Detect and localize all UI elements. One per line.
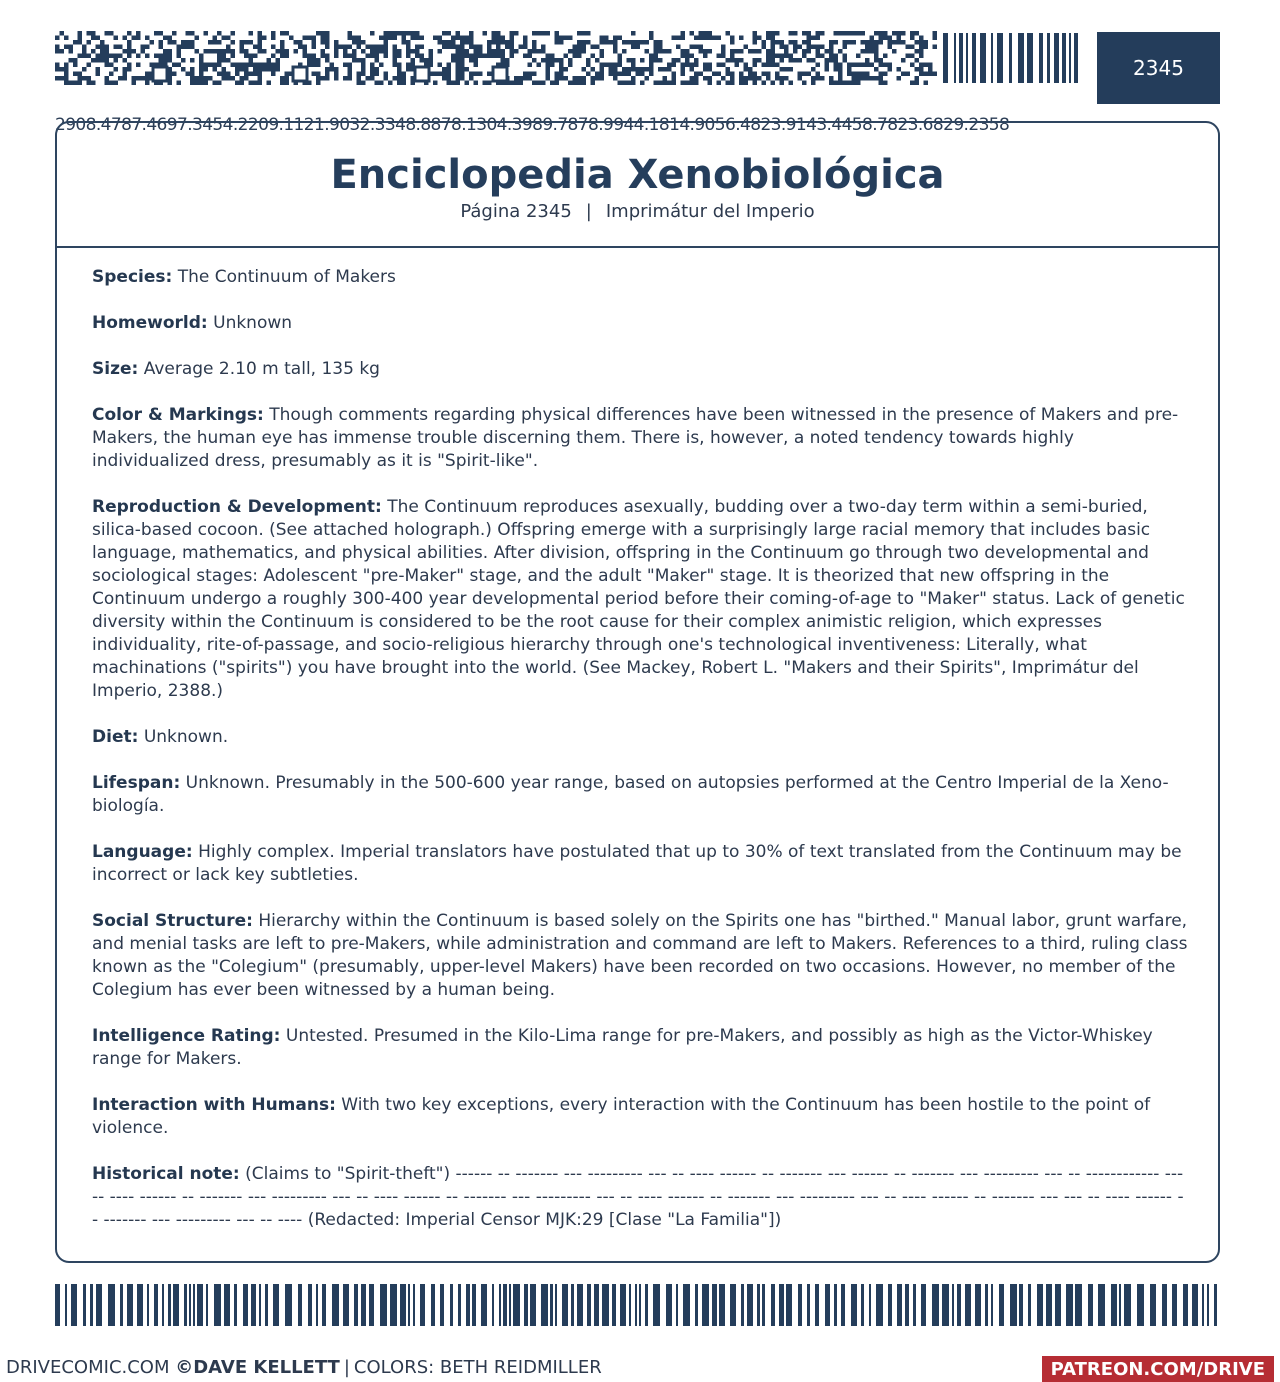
barcode-bar [741,1284,744,1326]
barcode-bar [285,1284,292,1326]
code-bar [1009,33,1012,83]
barcode-bar [298,1284,302,1326]
code-bar [972,33,976,83]
barcode-bar [851,1284,857,1326]
entry-text: Unknown. [143,727,229,747]
page-number-box [1097,32,1220,104]
barcode-bar [400,1284,406,1326]
barcode-bar [259,1284,261,1326]
barcode-bar [897,1284,902,1326]
qr-code-strip-graphic [55,31,1085,85]
barcode-bar [162,1284,164,1326]
barcode-bar [798,1284,802,1326]
barcode-bar [975,1284,981,1326]
barcode-bar [666,1284,672,1326]
barcode-bar [197,1284,203,1326]
barcode-bar [762,1284,765,1326]
barcode-bar [1207,1284,1209,1326]
barcode-bar [594,1284,599,1326]
barcode-bar [876,1284,883,1326]
barcode-bar [1119,1284,1121,1326]
barcode-bar [380,1284,387,1326]
entry-reproduction [92,496,1188,703]
barcode-bar [1202,1284,1204,1326]
patreon-link[interactable] [1042,1356,1274,1382]
entry-text: Though comments regarding physical differences have been witnessed in the presence of Makers and pre-Makers, the human eye has immense trouble discerning them. There is, however, a noted tendency towards highly individualized dress, presumably as it is "Spirit-like". [92,405,1179,471]
barcode-bar [942,1284,949,1326]
entry-historical-note [92,1163,1188,1232]
barcode-bar [513,1284,520,1326]
barcode-bar [189,1284,191,1326]
barcode-bar [308,1284,312,1326]
barcode-bar [602,1284,609,1326]
entry-social-structure [92,910,1188,1002]
code-bar [991,33,993,83]
barcode-bar [492,1284,494,1326]
barcode-bar [499,1284,501,1326]
barcode-bar [719,1284,725,1326]
barcode-bar [834,1284,837,1326]
entry-text: (Claims to "Spirit-theft") ------ -- ------- --- --------- --- -- ---- ------ -- ------- --- ------ -- ------- --- --------- --- -- ------------ --- -- ---- ------ -- ------- --- --------- --- -- ---- ------ -- ------- --- --------- --- -- ---- ------ -- ------- --- --------- --- -- ---- ------ -- ------- --- --- -- ---- ------ -- ------- --- --------- --- -- ---- (Redacted: Imperial Censor MJK:29 [Clase "La Familia"]) [92,1164,1184,1230]
barcode-bar [1162,1284,1167,1326]
barcode-bar [1075,1284,1082,1326]
barcode-bar [985,1284,988,1326]
barcode-bar [224,1284,230,1326]
page-label: Página 2345 [460,201,572,222]
barcode-bar [1150,1284,1156,1326]
barcode-bar [1028,1284,1031,1326]
barcode-bar [408,1284,410,1326]
code-bar [959,33,963,83]
barcode-bar [127,1284,133,1326]
entry-label: Language: [92,842,193,862]
entry-label: Intelligence Rating: [92,1026,281,1046]
barcode-bar [620,1284,626,1326]
barcode-bar [251,1284,256,1326]
barcode-bar [273,1284,279,1326]
footer-credits [6,1356,602,1380]
barcode-bar [316,1284,318,1326]
barcode-bar [695,1284,698,1326]
barcode-bar [1214,1284,1217,1326]
barcode-bar [771,1284,775,1326]
barcode-bar [807,1284,810,1326]
barcode-bar [137,1284,143,1326]
barcode-bar [712,1284,717,1326]
barcode-bar [243,1284,248,1326]
barcode-bar [683,1284,690,1326]
patreon-label: PATREON.COM/DRIVE [1050,1358,1265,1380]
barcode-bar [332,1284,339,1326]
finder-square [153,67,167,81]
barcode-bar [168,1284,171,1326]
entry-text: Untested. Presumed in the Kilo-Lima range for pre-Makers, and possibly as high as the Victor-Whiskey range for Makers. [92,1026,1153,1069]
barcode-bar [481,1284,487,1326]
barcode-bar [921,1284,926,1326]
barcode-bar [629,1284,631,1326]
barcode-bar [1124,1284,1131,1326]
barcode-bar [639,1284,641,1326]
barcode-bar [343,1284,349,1326]
code-bar [1027,33,1033,83]
barcode-bar [1046,1284,1052,1326]
finder-square [493,67,507,81]
barcode-bar [173,1284,179,1326]
barcode-bar [635,1284,637,1326]
barcode-bar [1192,1284,1198,1326]
entry-label: Interaction with Humans: [92,1095,336,1115]
footer-barcode-graphic [55,1284,1220,1326]
barcode-bar [587,1284,591,1326]
barcode-bar [147,1284,149,1326]
barcode-bar [952,1284,954,1326]
barcode-bar [932,1284,939,1326]
page-number: 2345 [1133,56,1184,80]
barcode-bar [825,1284,830,1326]
barcode-bar [431,1284,435,1326]
encyclopedia-card [55,121,1220,1263]
barcode-bar [612,1284,616,1326]
entry-interaction-humans [92,1094,1188,1140]
entry-lifespan [92,772,1188,818]
entry-homeworld [92,312,1188,335]
barcode-bar [71,1284,77,1326]
barcode-bar [702,1284,709,1326]
code-bar [1039,33,1043,83]
site-link[interactable]: DRIVECOMIC.COM [6,1357,170,1378]
barcode-bar [524,1284,528,1326]
entry-label: Size: [92,359,139,379]
entry-text: With two key exceptions, every interaction with the Continuum has been hostile to the point of violence. [92,1095,1151,1138]
barcode-bar [1137,1284,1144,1326]
barcode-bar [1098,1284,1105,1326]
barcode-bar [957,1284,961,1326]
barcode-bar [420,1284,425,1326]
barcode-bar [999,1284,1004,1326]
barcode-bar [154,1284,158,1326]
barcode-bar [369,1284,374,1326]
barcode-bar [913,1284,916,1326]
header-code-strip [55,31,1085,135]
barcode-bar [472,1284,476,1326]
barcode-bar [888,1284,892,1326]
barcode-bar [577,1284,583,1326]
barcode-bar [757,1284,760,1326]
code-bar [1054,33,1059,83]
barcode-bar [458,1284,461,1326]
entry-label: Historical note: [92,1164,240,1184]
barcode-bar [503,1284,507,1326]
barcode-bar [779,1284,784,1326]
code-bar [980,33,986,83]
barcode-bar [55,1284,60,1326]
barcode-bar [1010,1284,1017,1326]
entry-label: Diet: [92,727,139,747]
code-bar [943,33,948,83]
barcode-bar [991,1284,993,1326]
subtitle [57,201,1218,222]
copyright-owner: ©DAVE KELLETT [175,1357,340,1378]
entry-list [92,266,1188,1255]
imprint: Imprimátur del Imperio [605,201,815,222]
barcode-bar [184,1284,187,1326]
barcode-bar [555,1284,557,1326]
barcode-bar [1066,1284,1073,1326]
barcode-bar [550,1284,553,1326]
entry-text: The Continuum of Makers [177,267,396,287]
barcode-bar [815,1284,819,1326]
barcode-bar [730,1284,736,1326]
barcode-bar [265,1284,268,1326]
code-bar [1062,33,1066,83]
entry-color-markings [92,404,1188,473]
barcode-bar [541,1284,548,1326]
barcode-bar [562,1284,568,1326]
code-bar [1047,33,1050,83]
barcode-bar [645,1284,648,1326]
entry-label: Homeworld: [92,313,208,333]
barcode-bar [786,1284,792,1326]
barcode-bar [841,1284,845,1326]
finder-square [415,67,429,81]
code-bar [1018,33,1024,83]
colors-credit: COLORS: BETH REIDMILLER [353,1357,602,1378]
barcode-bar [869,1284,871,1326]
barcode-bar [108,1284,115,1326]
barcode-bar [96,1284,102,1326]
entry-label: Reproduction & Development: [92,497,382,517]
code-bar [997,33,1003,83]
barcode-bar [965,1284,971,1326]
finder-square [293,67,307,81]
entry-language [92,841,1188,887]
barcode-bar [1055,1284,1061,1326]
subtitle-separator: | [585,201,592,222]
entry-diet [92,726,1188,749]
barcode-bar [1019,1284,1023,1326]
barcode-bar [90,1284,93,1326]
barcode-bar [322,1284,326,1326]
barcode-bar [1037,1284,1043,1326]
barcode-bar [450,1284,453,1326]
barcode-bar [234,1284,237,1326]
code-bar [954,33,956,83]
barcode-bar [466,1284,470,1326]
serial-number: 2908.4787.4697.3454.2209.1121.9032.3348.8878.1304.3989.7878.9944.1814.9056.4823.9143.4458.7823.6829.2358 [55,115,1010,135]
entry-label: Color & Markings: [92,405,264,425]
barcode-bar [530,1284,536,1326]
entry-text: Unknown. Presumably in the 500-600 year range, based on autopsies performed at the Centro Imperial de la Xeno-biología. [92,773,1169,816]
entry-intelligence-rating [92,1025,1188,1071]
entry-text: Hierarchy within the Continuum is based solely on the Spirits one has "birthed." Manual labor, grunt warfare, and menial tasks are left to pre-Makers, while administration and command are left to Makers. References to a third, ruling class known as the "Colegium" (presumably, upper-level Makers) have been recorded on two occasions. However, no member of the Colegium has ever been witnessed by a human being. [92,911,1188,1000]
entry-label: Species: [92,267,173,287]
barcode-bar [653,1284,660,1326]
barcode-bar [747,1284,753,1326]
barcode-bar [676,1284,678,1326]
barcode-bar [413,1284,415,1326]
barcode-bar [905,1284,909,1326]
barcode-bar [1172,1284,1177,1326]
barcode-bar [193,1284,195,1326]
barcode-bar [83,1284,86,1326]
entry-label: Social Structure: [92,911,253,931]
entry-species [92,266,1188,289]
code-bar [1069,33,1071,83]
barcode-bar [509,1284,511,1326]
entry-label: Lifespan: [92,773,181,793]
page-title: Enciclopedia Xenobiológica [330,152,945,198]
barcode-bar [65,1284,67,1326]
barcode-bar [214,1284,221,1326]
barcode-bar [440,1284,444,1326]
barcode-bar [1111,1284,1117,1326]
barcode-bar [390,1284,397,1326]
code-bar [966,33,968,83]
entry-size [92,358,1188,381]
entry-text: The Continuum reproduces asexually, budding over a two-day term within a semi-buried, silica-based cocoon. (See attached holograph.) Offspring emerge with a surprisingly large racial memory that includes basic language, mathematics, and physical abilities. After division, offspring in the Continuum go through two developmental and sociological stages: Adolescent "pre-Maker" stage, and the adult "Maker" stage. It is theorized that new offspring in the Continuum undergo a roughly 300-400 year developmental period before their coming-of-age to "Maker" status. Lack of genetic diversity within the Continuum is considered to be the root cause for their complex animistic religion, which expresses individuality, rite-of-passage, and socio-religious hierarchy through one's technological inventiveness: Literally, what machinations ("spirits") you have brought into the world. (See Mackey, Robert L. "Makers and their Spirits", Imprimátur del Imperio, 2388.) [92,497,1185,701]
barcode-bar [571,1284,574,1326]
barcode-bar [361,1284,366,1326]
barcode-bar [1088,1284,1093,1326]
entry-text: Unknown [213,313,293,333]
card-header [57,123,1218,248]
code-bar [1074,33,1078,83]
entry-text: Highly complex. Imperial translators have postulated that up to 30% of text translated from the Continuum may be incorrect or lack key subtleties. [92,842,1182,885]
barcode-bar [206,1284,208,1326]
barcode-bar [1183,1284,1188,1326]
barcode-bar [120,1284,123,1326]
barcode-bar [861,1284,864,1326]
entry-text: Average 2.10 m tall, 135 kg [143,359,380,379]
barcode-bar [354,1284,358,1326]
credits-divider: | [343,1357,350,1378]
